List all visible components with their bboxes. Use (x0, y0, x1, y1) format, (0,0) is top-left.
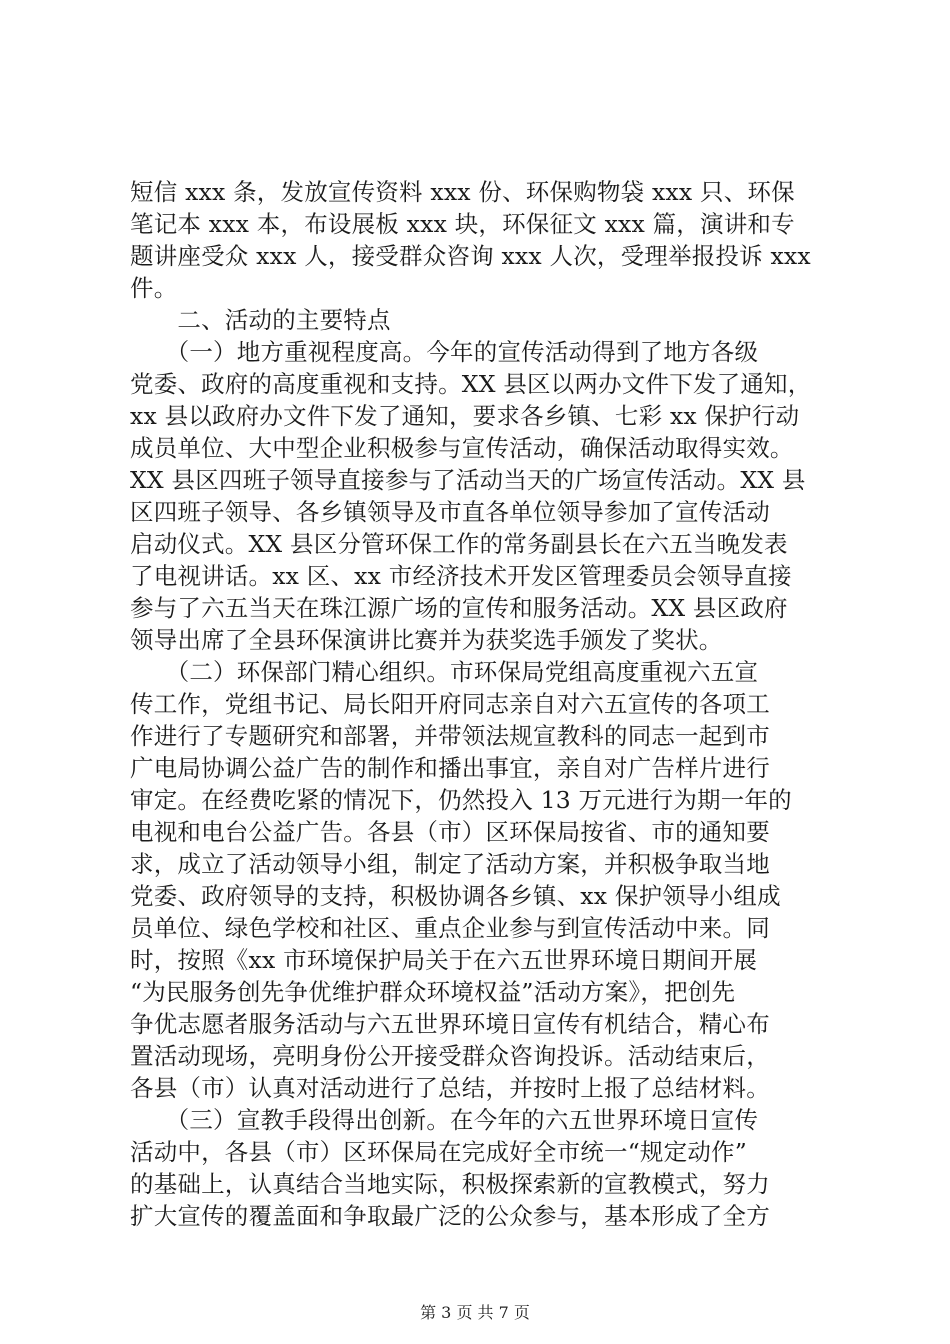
text-line: 作进行了专题研究和部署，并带领法规宣教科的同志一起到市 (130, 722, 770, 750)
text-line: 传工作，党组书记、局长阳开府同志亲自对六五宣传的各项工 (130, 690, 770, 718)
text-line: （三）宣教手段得出创新。在今年的六五世界环境日宣传 (130, 1106, 759, 1134)
text-line: 置活动现场，亮明身份公开接受群众咨询投诉。活动结束后， (130, 1042, 770, 1070)
document-body (130, 176, 834, 1232)
text-line: 党委、政府的高度重视和支持。XX 县区以两办文件下发了通知， (130, 370, 812, 398)
text-line: 求，成立了活动领导小组，制定了活动方案，并积极争取当地 (130, 850, 770, 878)
text-line: 争优志愿者服务活动与六五世界环境日宣传有机结合，精心布 (130, 1010, 770, 1038)
text-line: “为民服务创先争优维护群众环境权益”活动方案》，把创先 (130, 978, 736, 1006)
text-line: 各县（市）认真对活动进行了总结，并按时上报了总结材料。 (130, 1074, 770, 1102)
text-line: 成员单位、大中型企业积极参与宣传活动，确保活动取得实效。 (130, 434, 794, 462)
text-line: xx 县以政府办文件下发了通知，要求各乡镇、七彩 xx 保护行动 (130, 402, 800, 430)
text-line: 二、活动的主要特点 (130, 306, 391, 334)
text-line: 了电视讲话。xx 区、xx 市经济技术开发区管理委员会领导直接 (130, 562, 792, 590)
text-line: 短信 xxx 条，发放宣传资料 xxx 份、环保购物袋 xxx 只、环保 (130, 178, 795, 206)
page-footer: 第 3 页 共 7 页 (420, 1303, 530, 1322)
text-line: （一）地方重视程度高。今年的宣传活动得到了地方各级 (130, 338, 759, 366)
text-line: 扩大宣传的覆盖面和争取最广泛的公众参与，基本形成了全方 (130, 1202, 770, 1230)
text-line: 电视和电台公益广告。各县（市）区环保局按省、市的通知要 (130, 818, 770, 846)
text-line: 时，按照《xx 市环境保护局关于在六五世界环境日期间开展 (130, 946, 758, 974)
text-line: 广电局协调公益广告的制作和播出事宜，亲自对广告样片进行 (130, 754, 770, 782)
text-line: 活动中，各县（市）区环保局在完成好全市统一“规定动作” (130, 1138, 747, 1166)
text-line: 区四班子领导、各乡镇领导及市直各单位领导参加了宣传活动 (130, 498, 770, 526)
text-line: XX 县区四班子领导直接参与了活动当天的广场宣传活动。XX 县 (130, 466, 806, 494)
text-line: 的基础上，认真结合当地实际，积极探索新的宣教模式，努力 (130, 1170, 770, 1198)
text-line: 领导出席了全县环保演讲比赛并为获奖选手颁发了奖状。 (130, 626, 723, 654)
text-line: 启动仪式。XX 县区分管环保工作的常务副县长在六五当晚发表 (130, 530, 788, 558)
text-line: 笔记本 xxx 本，布设展板 xxx 块，环保征文 xxx 篇，演讲和专 (130, 210, 795, 238)
text-line: 员单位、绿色学校和社区、重点企业参与到宣传活动中来。同 (130, 914, 770, 942)
text-line: 题讲座受众 xxx 人，接受群众咨询 xxx 人次，受理举报投诉 xxx (130, 242, 811, 270)
text-line: 审定。在经费吃紧的情况下，仍然投入 13 万元进行为期一年的 (130, 786, 792, 814)
text-line: 参与了六五当天在珠江源广场的宣传和服务活动。XX 县区政府 (130, 594, 788, 622)
text-line: 件。 (130, 274, 178, 302)
text-line: 党委、政府领导的支持，积极协调各乡镇、xx 保护领导小组成 (130, 882, 781, 910)
text-line: （二）环保部门精心组织。市环保局党组高度重视六五宣 (130, 658, 759, 686)
